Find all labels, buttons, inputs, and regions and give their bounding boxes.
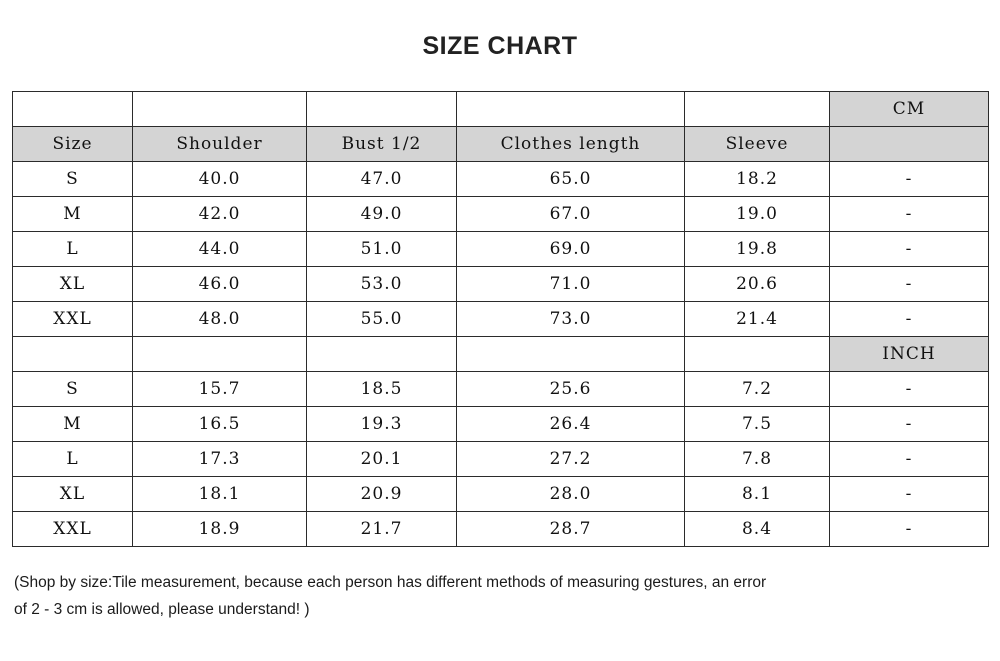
cell-extra: -: [830, 302, 989, 337]
column-header-extra: [830, 127, 989, 162]
header-top-blank-shoulder: [133, 92, 307, 127]
cell-clothes-length: 67.0: [457, 197, 685, 232]
table-row: [13, 477, 989, 512]
cell-sleeve: 18.2: [685, 162, 830, 197]
cell-extra: -: [830, 232, 989, 267]
cell-shoulder: 17.3: [133, 442, 307, 477]
cell-extra: -: [830, 162, 989, 197]
column-header-shoulder: Shoulder: [133, 127, 307, 162]
cell-size: M: [13, 197, 133, 232]
table-row: [13, 407, 989, 442]
column-header-bust: Bust 1/2: [307, 127, 457, 162]
table-row: [13, 197, 989, 232]
unit-label-cm: CM: [830, 92, 989, 127]
measurement-note-line-2: of 2 - 3 cm is allowed, please understand! ): [14, 601, 310, 619]
cell-shoulder: 48.0: [133, 302, 307, 337]
page-title: SIZE CHART: [422, 32, 578, 60]
table-row: [13, 162, 989, 197]
size-table-container: [12, 91, 988, 547]
cell-clothes-length: 71.0: [457, 267, 685, 302]
cell-sleeve: 19.8: [685, 232, 830, 267]
column-header-clothes-length: Clothes length: [457, 127, 685, 162]
cell-clothes-length: 28.0: [457, 477, 685, 512]
spacer-cell-bust: [307, 337, 457, 372]
spacer-cell-shoulder: [133, 337, 307, 372]
cell-size: L: [13, 232, 133, 267]
cell-sleeve: 20.6: [685, 267, 830, 302]
cell-shoulder: 42.0: [133, 197, 307, 232]
table-header-row: [13, 127, 989, 162]
cell-shoulder: 40.0: [133, 162, 307, 197]
unit-label-inch: INCH: [830, 337, 989, 372]
cell-bust: 53.0: [307, 267, 457, 302]
cell-clothes-length: 25.6: [457, 372, 685, 407]
cell-extra: -: [830, 442, 989, 477]
cell-sleeve: 7.2: [685, 372, 830, 407]
cell-sleeve: 19.0: [685, 197, 830, 232]
cell-shoulder: 44.0: [133, 232, 307, 267]
cell-shoulder: 46.0: [133, 267, 307, 302]
cell-shoulder: 16.5: [133, 407, 307, 442]
measurement-note: [14, 569, 986, 623]
cell-extra: -: [830, 372, 989, 407]
cell-clothes-length: 28.7: [457, 512, 685, 547]
column-header-sleeve: Sleeve: [685, 127, 830, 162]
header-top-blank-size: [13, 92, 133, 127]
cell-bust: 19.3: [307, 407, 457, 442]
table-row: [13, 372, 989, 407]
unit-separator-row: [13, 337, 989, 372]
cell-sleeve: 8.1: [685, 477, 830, 512]
cell-shoulder: 18.9: [133, 512, 307, 547]
cell-size: L: [13, 442, 133, 477]
cell-bust: 49.0: [307, 197, 457, 232]
spacer-cell-size: [13, 337, 133, 372]
measurement-note-line-1: (Shop by size:Tile measurement, because each person has different methods of measuring gestures, an error: [14, 574, 767, 591]
cell-extra: -: [830, 407, 989, 442]
table-row: [13, 267, 989, 302]
table-row: [13, 232, 989, 267]
cell-bust: 20.1: [307, 442, 457, 477]
cell-extra: -: [830, 197, 989, 232]
column-header-size: Size: [13, 127, 133, 162]
cell-size: XXL: [13, 302, 133, 337]
cell-bust: 18.5: [307, 372, 457, 407]
cell-size: XXL: [13, 512, 133, 547]
cell-extra: -: [830, 512, 989, 547]
cell-bust: 51.0: [307, 232, 457, 267]
header-top-blank-sleeve: [685, 92, 830, 127]
cell-clothes-length: 65.0: [457, 162, 685, 197]
cell-sleeve: 8.4: [685, 512, 830, 547]
cell-sleeve: 21.4: [685, 302, 830, 337]
cell-shoulder: 15.7: [133, 372, 307, 407]
cell-size: S: [13, 372, 133, 407]
cell-clothes-length: 27.2: [457, 442, 685, 477]
cell-size: M: [13, 407, 133, 442]
cell-bust: 47.0: [307, 162, 457, 197]
cell-bust: 20.9: [307, 477, 457, 512]
table-row: [13, 302, 989, 337]
cell-clothes-length: 73.0: [457, 302, 685, 337]
table-row: [13, 442, 989, 477]
cell-extra: -: [830, 267, 989, 302]
size-table: [12, 91, 989, 547]
cell-extra: -: [830, 477, 989, 512]
cell-size: S: [13, 162, 133, 197]
cell-size: XL: [13, 267, 133, 302]
spacer-cell-sleeve: [685, 337, 830, 372]
cell-clothes-length: 26.4: [457, 407, 685, 442]
table-row: [13, 512, 989, 547]
cell-bust: 21.7: [307, 512, 457, 547]
cell-size: XL: [13, 477, 133, 512]
header-top-blank-bust: [307, 92, 457, 127]
cell-clothes-length: 69.0: [457, 232, 685, 267]
spacer-cell-length: [457, 337, 685, 372]
cell-bust: 55.0: [307, 302, 457, 337]
cell-shoulder: 18.1: [133, 477, 307, 512]
table-header-top-row: [13, 92, 989, 127]
header-top-blank-length: [457, 92, 685, 127]
cell-sleeve: 7.8: [685, 442, 830, 477]
cell-sleeve: 7.5: [685, 407, 830, 442]
